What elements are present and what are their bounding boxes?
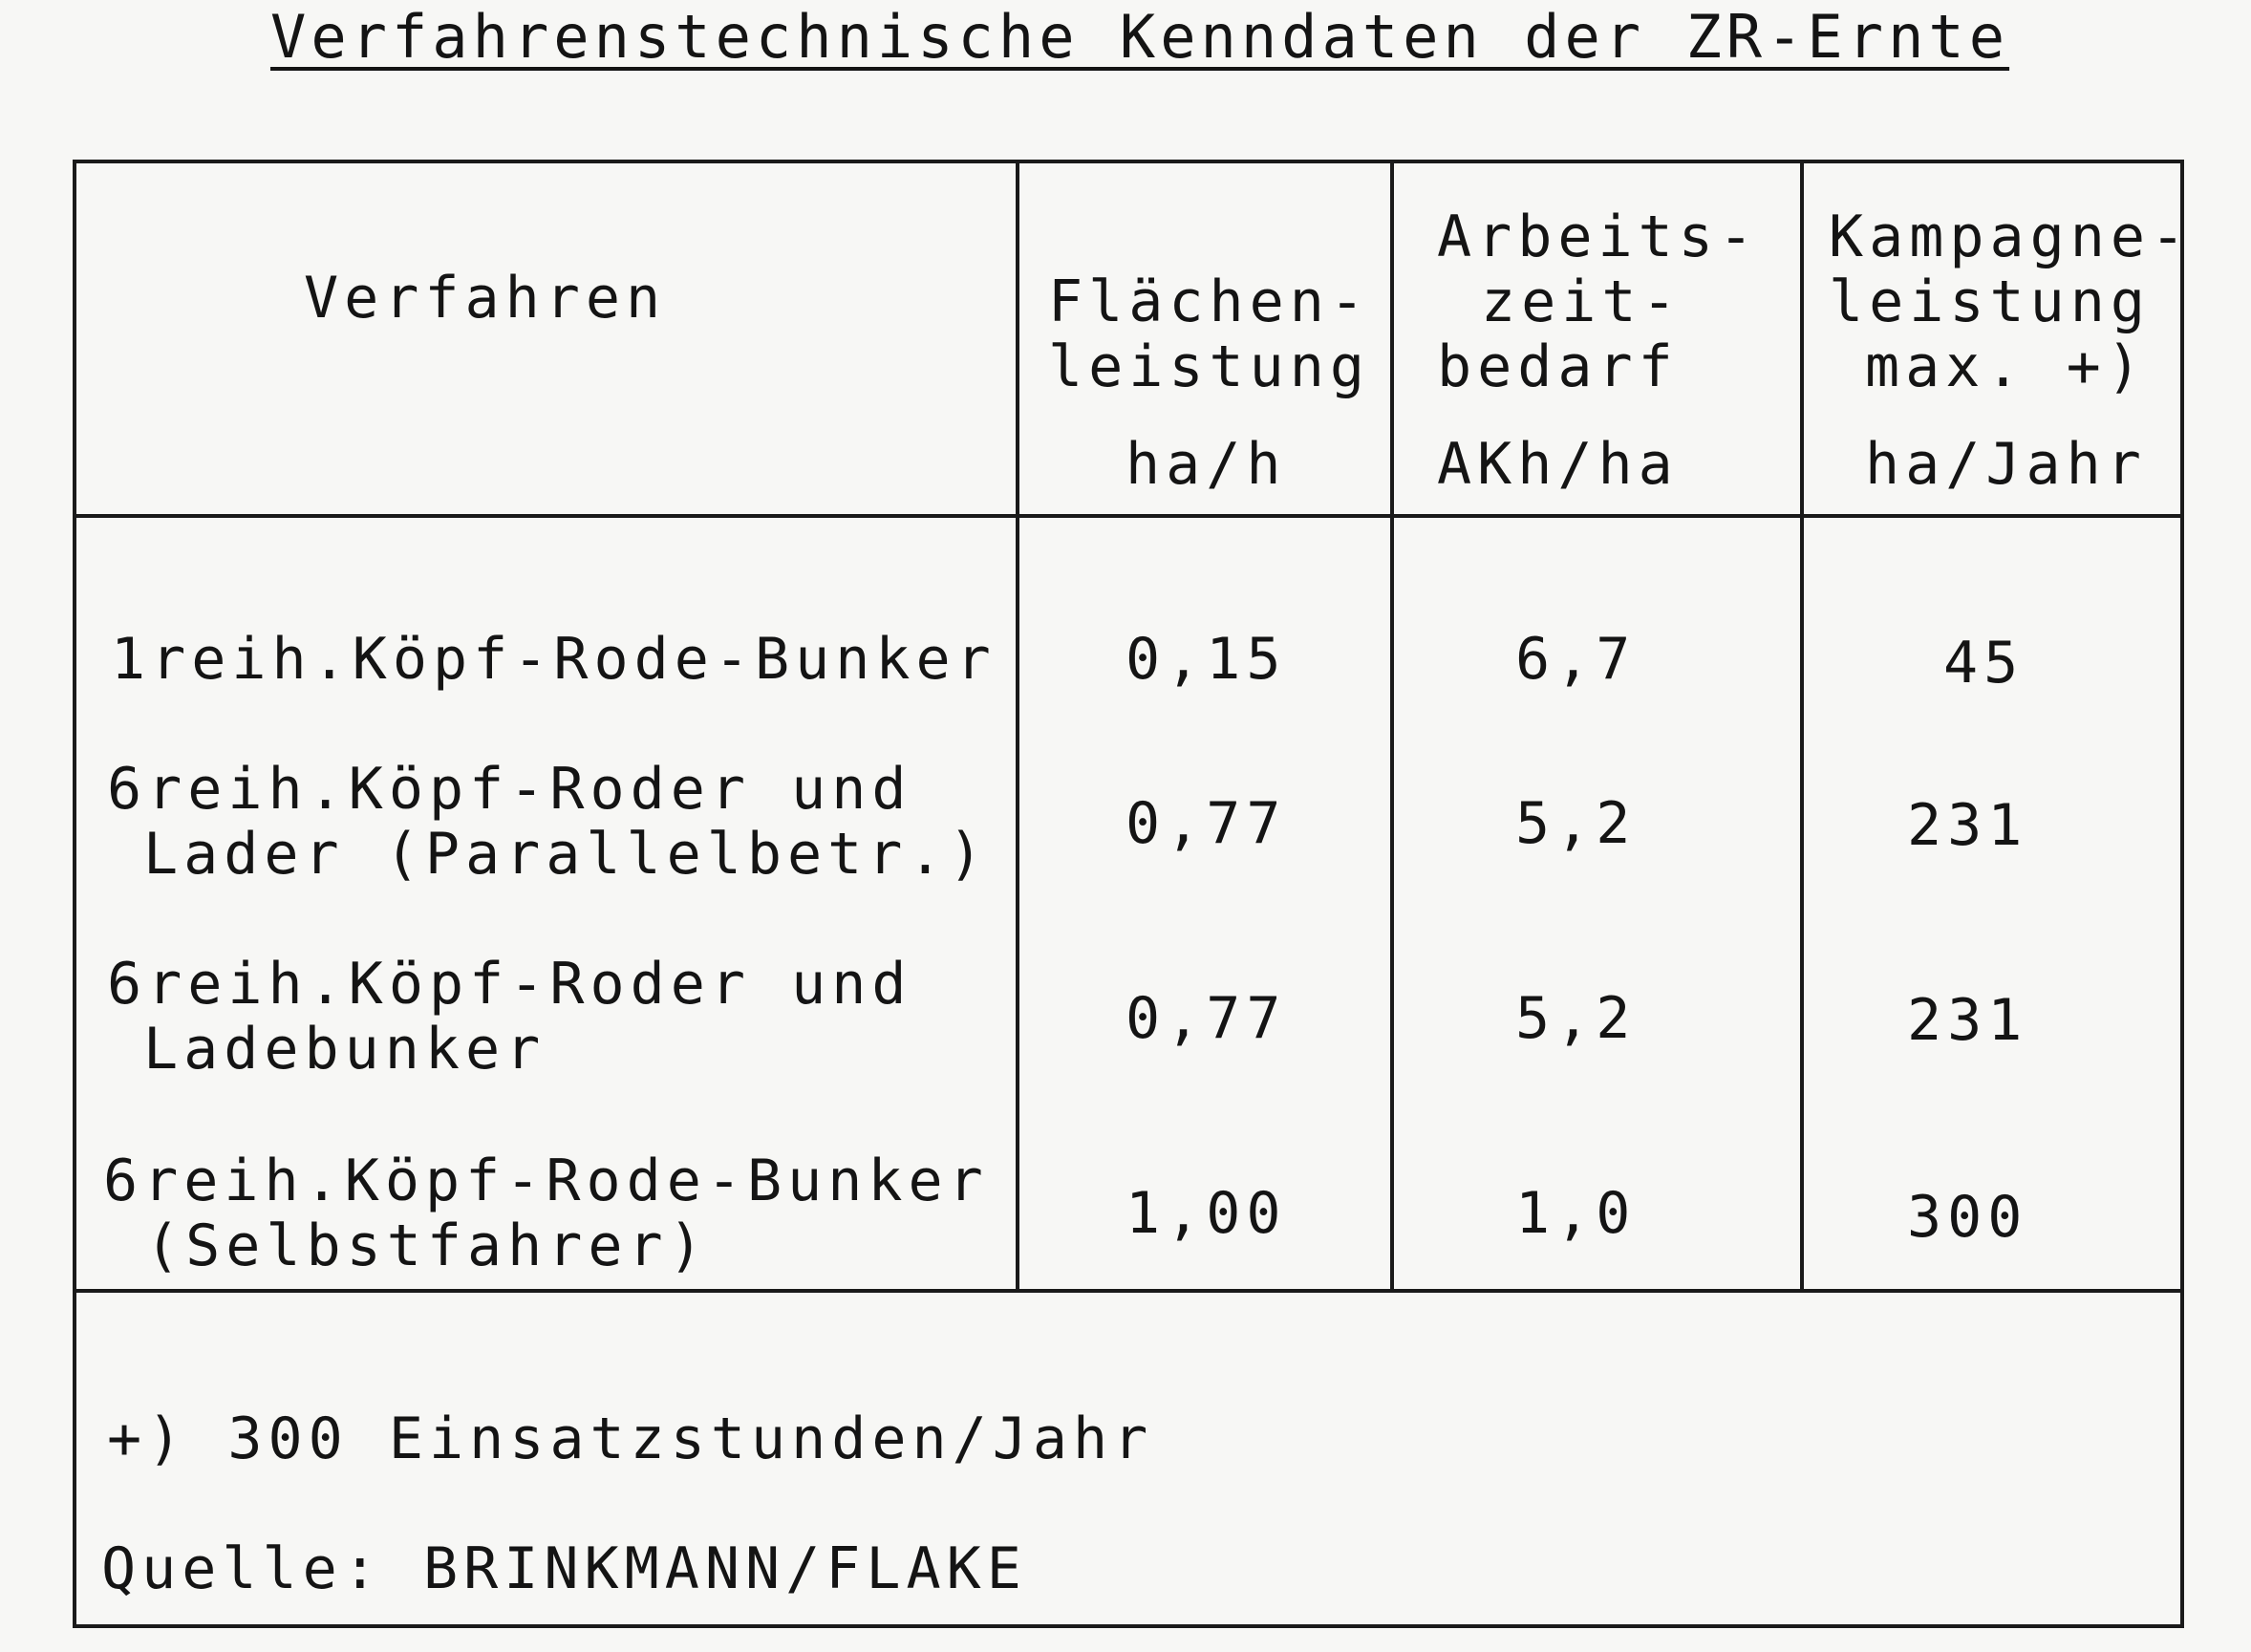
row-4-verfahren-line1: 6reih.Köpf-Rode-Bunker [103, 1148, 989, 1214]
column-divider-1 [1016, 160, 1019, 1293]
header-divider [73, 514, 2184, 518]
row-2-kampagne: 231 [1907, 792, 2028, 859]
header-flaechen-line1: Flächen- [1048, 268, 1370, 335]
row-4-verfahren-line2: (Selbstfahrer) [145, 1212, 709, 1279]
row-4-flaechen: 1,00 [1126, 1180, 1287, 1247]
row-2-flaechen: 0,77 [1126, 790, 1287, 857]
source-note: Quelle: BRINKMANN/FLAKE [101, 1535, 1027, 1602]
row-1-flaechen: 0,15 [1126, 626, 1287, 693]
header-arbeit-line1: Arbeits- [1437, 204, 1759, 270]
row-4-arbeit: 1,0 [1515, 1180, 1637, 1247]
row-3-flaechen: 0,77 [1126, 985, 1287, 1052]
row-3-verfahren-line1: 6reih.Köpf-Roder und [107, 951, 912, 1018]
row-3-kampagne: 231 [1907, 987, 2028, 1054]
row-4-kampagne: 300 [1907, 1184, 2028, 1251]
row-1-kampagne: 45 [1943, 630, 2025, 697]
document-title: Verfahrenstechnische Kenndaten der ZR-Ernte [270, 2, 2010, 72]
header-verfahren: Verfahren [304, 265, 667, 332]
row-2-arbeit: 5,2 [1515, 790, 1637, 857]
header-arbeit-unit: AKh/ha [1437, 431, 1679, 498]
row-1-verfahren: 1reih.Köpf-Rode-Bunker [111, 626, 997, 693]
header-kampagne-line1: Kampagne- [1829, 204, 2192, 270]
footnote: +) 300 Einsatzstunden/Jahr [107, 1405, 1154, 1472]
row-2-verfahren-line2: Lader (Parallelbetr.) [143, 821, 989, 888]
header-kampagne-line3: max. +) [1865, 333, 2147, 400]
footer-divider [73, 1289, 2184, 1293]
header-arbeit-line3: bedarf [1437, 333, 1679, 400]
row-1-arbeit: 6,7 [1515, 626, 1637, 693]
header-flaechen-unit: ha/h [1126, 431, 1287, 498]
header-kampagne-line2: leistung [1829, 268, 2151, 335]
column-divider-3 [1800, 160, 1804, 1293]
header-kampagne-unit: ha/Jahr [1865, 431, 2147, 498]
row-3-arbeit: 5,2 [1515, 985, 1637, 1052]
header-arbeit-line2: zeit- [1481, 268, 1683, 335]
column-divider-2 [1390, 160, 1394, 1293]
row-3-verfahren-line2: Ladebunker [143, 1016, 547, 1083]
header-flaechen-line2: leistung [1048, 333, 1370, 400]
row-2-verfahren-line1: 6reih.Köpf-Roder und [107, 756, 912, 823]
